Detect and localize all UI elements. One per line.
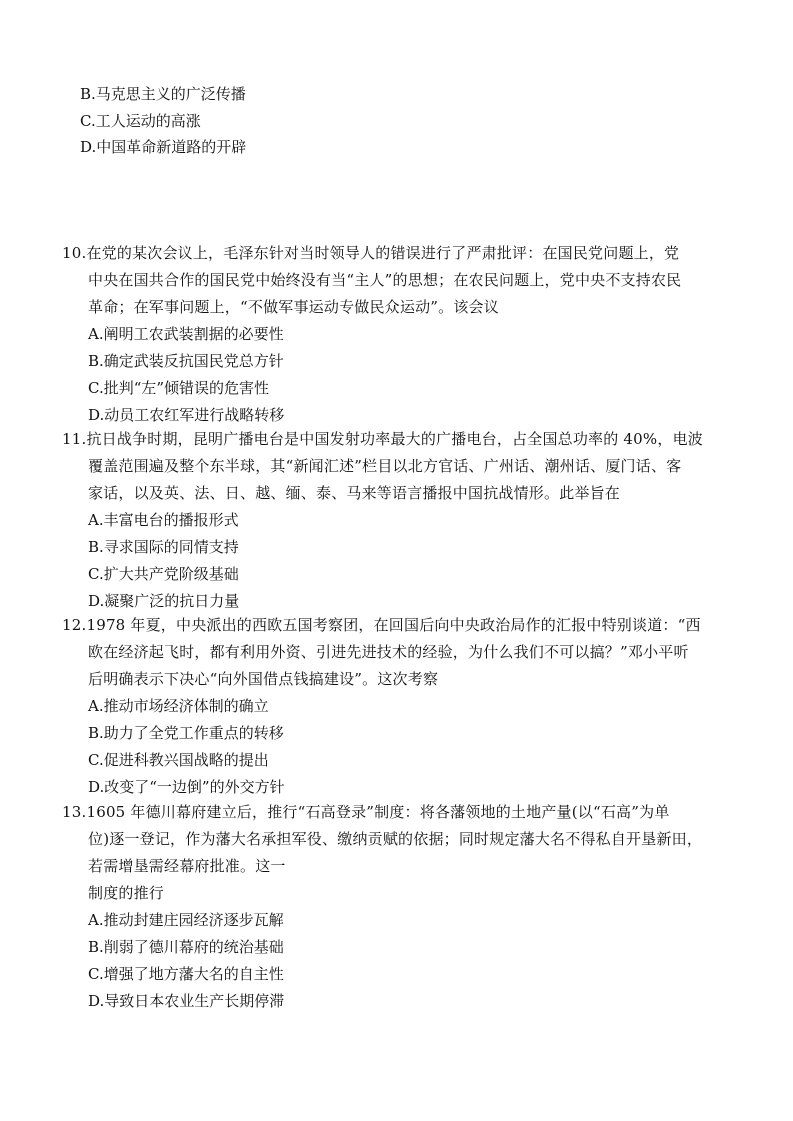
option-a[interactable]: A.丰富电台的播报形式 xyxy=(88,511,239,529)
option-b[interactable]: B.寻求国际的同情支持 xyxy=(88,538,239,556)
question-stem-line: 11.抗日战争时期，昆明广播电台是中国发射功率最大的广播电台，占全国总功率的 40%，电波 xyxy=(62,430,703,448)
option-b[interactable]: B.助力了全党工作重点的转移 xyxy=(88,724,284,742)
question-stem-line: 10.在党的某次会议上，毛泽东针对当时领导人的错误进行了严肃批评：在国民党问题上，党 xyxy=(62,244,680,262)
question-11 xyxy=(62,429,732,618)
question-stem-line: 革命；在军事问题上，“不做军事运动专做民众运动”。该会议 xyxy=(88,298,499,316)
option-a[interactable]: A.阐明工农武装割据的必要性 xyxy=(88,325,284,343)
question-10 xyxy=(62,243,732,432)
option-d[interactable]: D.凝聚广泛的抗日力量 xyxy=(88,592,240,610)
question-stem-line: 覆盖范围遍及整个东半球，其“新闻汇述”栏目以北方官话、广州话、潮州话、厦门话、客 xyxy=(88,457,682,475)
question-13 xyxy=(62,802,732,1018)
options-list xyxy=(62,510,732,611)
option-b-prev[interactable]: B.马克思主义的广泛传播 xyxy=(80,85,246,103)
option-c[interactable]: C.批判“左”倾错误的危害性 xyxy=(88,379,270,397)
option-c-prev[interactable]: C.工人运动的高涨 xyxy=(80,112,201,130)
option-c[interactable]: C.增强了地方藩大名的自主性 xyxy=(88,965,284,983)
question-stem-line: 若需增垦需经幕府批准。这一 xyxy=(88,857,286,875)
option-c[interactable]: C.扩大共产党阶级基础 xyxy=(88,565,239,583)
option-c[interactable]: C.促进科教兴国战略的提出 xyxy=(88,751,269,769)
question-stem-line: 家话，以及英、法、日、越、缅、泰、马来等语言播报中国抗战情形。此举旨在 xyxy=(88,484,621,502)
question-stem-line: 后明确表示下决心“向外国借点钱搞建设”。这次考察 xyxy=(88,670,439,688)
option-a[interactable]: A.推动封建庄园经济逐步瓦解 xyxy=(88,911,284,929)
question-stem-line: 中央在国共合作的国民党中始终没有当“主人”的思想；在农民问题上，党中央不支持农民 xyxy=(88,271,682,289)
options-list xyxy=(62,696,732,797)
option-d-prev[interactable]: D.中国革命新道路的开辟 xyxy=(80,138,247,156)
question-12 xyxy=(62,615,732,804)
options-list xyxy=(62,324,732,425)
option-d[interactable]: D.动员工农红军进行战略转移 xyxy=(88,406,285,424)
option-b[interactable]: B.削弱了德川幕府的统治基础 xyxy=(88,938,284,956)
question-stem-line: 制度的推行 xyxy=(88,884,165,902)
options-list xyxy=(62,910,732,1011)
option-a[interactable]: A.推动市场经济体制的确立 xyxy=(88,697,269,715)
option-d[interactable]: D.改变了“一边倒”的外交方针 xyxy=(88,778,285,796)
option-d[interactable]: D.导致日本农业生产长期停滞 xyxy=(88,992,285,1010)
question-stem-line: 欧在经济起飞时，都有利用外资、引进先进技术的经验，为什么我们不可以搞？”邓小平听 xyxy=(88,643,689,661)
question-stem-line: 12.1978 年夏，中央派出的西欧五国考察团，在回国后向中央政治局作的汇报中特别谈道：“西 xyxy=(62,616,701,634)
question-stem-line: 13.1605 年德川幕府建立后，推行“石高登录”制度：将各藩领地的土地产量(以“石高”为单 xyxy=(62,803,670,821)
option-b[interactable]: B.确定武装反抗国民党总方针 xyxy=(88,352,284,370)
question-stem-line: 位)逐一登记，作为藩大名承担军役、缴纳贡赋的依据；同时规定藩大名不得私自开垦新田， xyxy=(88,830,703,848)
